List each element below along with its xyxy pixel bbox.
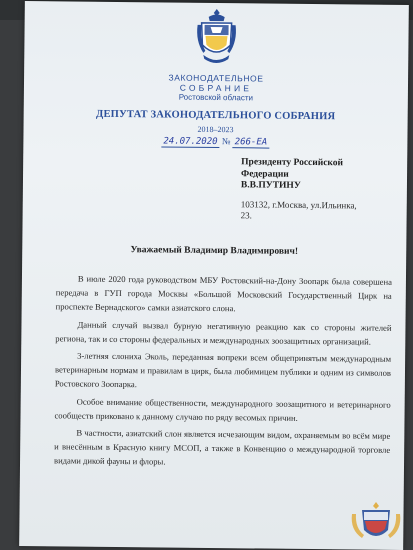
registration-date: 24.07.2020 <box>163 136 218 148</box>
letter-body <box>54 271 392 474</box>
paragraph: Данный случай вызвал бурную негативную реакцию как со стороны жителей региона, так и со стороны федеральных и международных зоозащитных организаций. <box>55 319 392 347</box>
address-block <box>241 199 401 223</box>
number-sign: № <box>221 136 231 147</box>
salutation: Уважаемый Владимир Владимирович! <box>130 245 299 257</box>
coat-of-arms-icon <box>195 7 238 67</box>
org-line-2: СОБРАНИЕ <box>179 82 253 94</box>
addressee-line-2: Федерации <box>241 168 289 180</box>
registration-line <box>161 135 269 150</box>
paragraph: В июле 2020 года руководством МБУ Ростовский-на-Дону Зоопарк была совершена передача в ГУП города Москвы «Большой Московский Государственный Цирк на проспекте Вернадского» самки азиатского слона. <box>55 273 392 314</box>
org-line-1: ЗАКОНОДАТЕЛЬНОЕ <box>168 72 264 84</box>
region-emblem-icon <box>348 500 404 548</box>
registration-number: 266-ЕА <box>234 137 268 148</box>
address-line-2: 23. <box>240 210 252 221</box>
term-years: 2018–2023 <box>197 124 234 135</box>
org-line-3: Ростовской области <box>178 92 254 103</box>
organization-name <box>24 71 408 105</box>
paragraph: 3-летняя слониха Эколь, переданная вопреки всем общепринятым международным ветеринарным нормам и правилам в цирк, была любимицем публики и одним из символов Ростовского Зоопарка. <box>54 350 392 390</box>
addressee-block <box>241 157 401 193</box>
paragraph: Особое внимание общественности, международного зоозащитного и ветеринарного сообществ приковано к данному случаю по ряду весомых причин. <box>54 396 391 423</box>
addressee-line-1: Президенту Российской <box>241 157 344 169</box>
letter-sheet <box>19 1 409 550</box>
deputy-title: ДЕПУТАТ ЗАКОНОДАТЕЛЬНОГО СОБРАНИЯ <box>95 108 336 123</box>
addressee-line-3: В.В.ПУТИНУ <box>240 180 301 191</box>
address-line-1: 103132, г.Москва, ул.Ильинка, <box>240 199 357 211</box>
paragraph: В частности, азиатский слон является исчезающим видом, охраняемым во всём мире и внесённым в Красную книгу МСОП, а также в Конвенцию о международной торговле видами дикой фауны и флоры. <box>53 427 391 467</box>
